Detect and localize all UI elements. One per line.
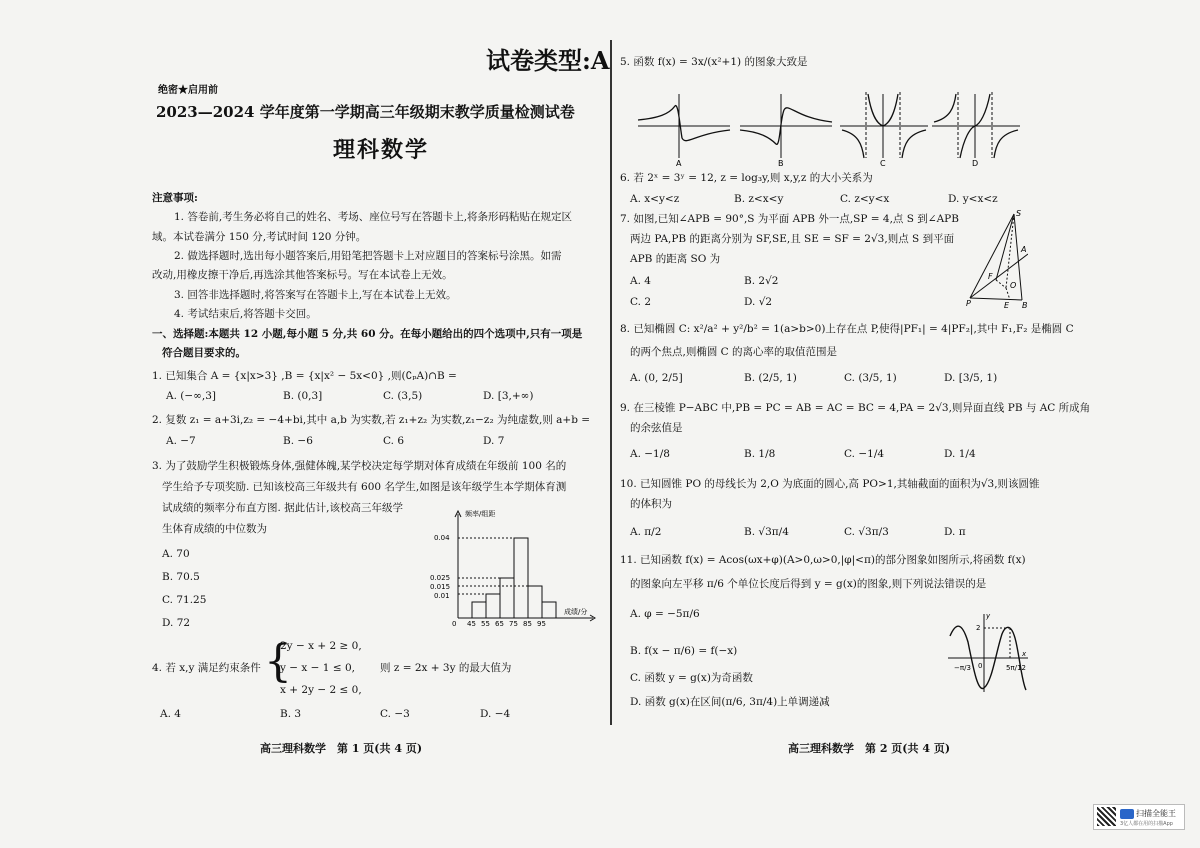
question-1: 1. 已知集合 A = {x|x>3} ,B = {x|x² − 5x<0} ,则(∁ₚA)∩B = [152,370,457,382]
hist-xtick: 95 [537,620,546,626]
scanner-logo-icon [1120,809,1134,819]
svg-text:−π/3: −π/3 [954,664,971,672]
notice-line: 2. 做选择题时,选出每小题答案后,用铅笔把答题卡上对应题目的答案标号涂黑。如需 [174,250,562,262]
hist-bar [472,602,486,618]
q10-option-a: A. π/2 [630,526,662,538]
question-4: 4. 若 x,y 满足约束条件 [152,662,261,674]
q11-option-b: B. f(x − π/6) = f(−x) [630,645,738,657]
notice-line: 域。本试卷满分 150 分,考试时间 120 分钟。 [152,231,367,243]
section-heading: 一、选择题:本题共 12 小题,每小题 5 分,共 60 分。在每小题给出的四个选项中,只有一项是 [152,328,583,340]
question-10: 10. 已知圆锥 PO 的母线长为 2,O 为底面的圆心,高 PO>1,其轴截面的面积为√3,则该圆锥 [620,478,1040,490]
q1-option-a: A. (−∞,3] [166,390,217,402]
q5-graphs [634,88,1024,168]
q11-cosine-graph [948,612,1028,694]
svg-text:B: B [778,159,784,168]
frequency-histogram [418,506,603,626]
q2-option-b: B. −6 [283,435,313,447]
qr-code-icon [1097,807,1116,826]
brace-icon: { [264,636,292,687]
stamp-label: 扫描全能王 [1136,809,1176,818]
page-1 [148,40,608,770]
q2-option-c: C. 6 [383,435,405,447]
notice-line: 3. 回答非选择题时,将答案写在答题卡上,写在本试卷上无效。 [174,289,457,301]
question-3: 3. 为了鼓励学生积极锻炼身体,强健体魄,某学校决定每学期对体育成绩在年级前 100 名的 [152,460,567,472]
hist-xtick: 85 [523,620,532,626]
q4-condition: x + 2y − 2 ≤ 0, [280,684,362,696]
q7-pyramid-figure [966,208,1028,308]
subject-title: 理科数学 [333,137,430,163]
question-11-line: 的图象向左平移 π/6 个单位长度后得到 y = g(x)的图象,则下列说法错误的是 [630,578,987,590]
q2-option-d: D. 7 [483,435,505,447]
notice-heading: 注意事项: [152,192,198,204]
q3-option-c: C. 71.25 [162,594,207,606]
hist-bar [486,594,500,618]
svg-text:D: D [972,159,979,168]
q9-option-d: D. 1/4 [944,448,976,460]
exam-title: 2023—2024 学年度第一学期高三年级期末教学质量检测试卷 [156,103,575,121]
q1-option-c: C. (3,5) [383,390,423,402]
page-footer: 高三理科数学 第 2 页(共 4 页) [788,742,951,755]
q5-graph-b [740,94,832,168]
svg-text:P: P [966,299,971,308]
q3-option-d: D. 72 [162,617,191,629]
q11-option-c: C. 函数 y = g(x)为奇函数 [630,672,753,684]
q6-option-b: B. z<x<y [734,193,784,205]
question-3-line: 生体育成绩的中位数为 [162,523,267,535]
q6-option-a: A. x<y<z [630,193,680,205]
q6-option-c: C. z<y<x [840,193,890,205]
q11-option-a: A. φ = −5π/6 [630,608,700,620]
section-heading-cont: 符合题目要求的。 [162,347,246,359]
svg-text:5π/12: 5π/12 [1006,664,1026,672]
question-9-line: 的余弦值是 [630,422,683,434]
hist-xtick: 75 [509,620,518,626]
page-footer: 高三理科数学 第 1 页(共 4 页) [260,742,423,755]
hist-xtick: 65 [495,620,504,626]
svg-text:S: S [1016,209,1022,218]
hist-xtick: 0 [452,620,457,626]
q7-option-a: A. 4 [630,275,651,287]
svg-text:F: F [988,272,993,281]
svg-text:E: E [1004,301,1010,308]
question-7: 7. 如图,已知∠APB = 90°,S 为平面 APB 外一点,SP = 4,点 S 到∠APB [620,213,959,225]
question-4-suffix: 则 z = 2x + 3y 的最大值为 [380,662,512,674]
q11-option-d: D. 函数 g(x)在区间(π/6, 3π/4)上单调递减 [630,696,830,708]
svg-text:x: x [1022,650,1027,658]
question-8: 8. 已知椭圆 C: x²/a² + y²/b² = 1(a>b>0)上存在点 P,使得|PF₁| = 4|PF₂|,其中 F₁,F₂ 是椭圆 C [620,323,1074,335]
question-10-line: 的体积为 [630,498,672,510]
q4-option-d: D. −4 [480,708,511,720]
hist-bar [500,578,514,618]
q9-option-b: B. 1/8 [744,448,776,460]
question-7-line: APB 的距离 SO 为 [630,253,721,265]
svg-text:B: B [1022,301,1028,308]
question-3-line: 试成绩的频率分布直方图. 据此估计,该校高三年级学 [162,502,404,514]
page-2 [618,40,1091,770]
svg-text:0: 0 [978,662,983,670]
q5-graph-a [638,94,730,168]
svg-text:2: 2 [976,624,981,632]
q8-option-d: D. [3/5, 1) [944,372,998,384]
exam-type: 试卷类型:A [486,46,610,75]
notice-line: 1. 答卷前,考生务必将自己的姓名、考场、座位号写在答题卡上,将条形码粘贴在规定区 [174,211,573,223]
q5-graph-d [932,92,1020,168]
q8-option-b: B. (2/5, 1) [744,372,797,384]
hist-bar [528,586,542,618]
q10-option-d: D. π [944,526,966,538]
q10-option-b: B. √3π/4 [744,526,789,538]
question-3-line: 学生给予专项奖励. 已知该校高三年级共有 600 名学生,如图是该年级学生本学期体育测 [162,481,567,493]
q1-option-d: D. [3,+∞) [483,390,534,402]
hist-ytick: 0.04 [434,534,450,542]
q9-option-c: C. −1/4 [844,448,885,460]
q7-option-c: C. 2 [630,296,652,308]
hist-ylabel: 频率/组距 [465,510,496,518]
question-2: 2. 复数 z₁ = a+3i,z₂ = −4+bi,其中 a,b 为实数,若 z₁+z₂ 为实数,z₁−z₂ 为纯虚数,则 a+b = [152,414,591,426]
q7-option-d: D. √2 [744,296,773,308]
svg-text:A: A [1021,245,1027,254]
notice-line: 改动,用橡皮擦干净后,再选涂其他答案标号。写在本试卷上无效。 [152,269,453,281]
q3-option-a: A. 70 [162,548,190,560]
stamp-sub: 3亿人都在用的扫描App [1120,821,1173,827]
hist-ytick: 0.025 [430,574,451,582]
hist-ytick: 0.015 [430,583,451,591]
hist-bar [542,602,556,618]
hist-ytick: 0.01 [434,592,450,600]
hist-xlabel: 成绩/分 [564,608,588,616]
q1-option-b: B. (0,3] [283,390,323,402]
hist-xtick: 55 [481,620,490,626]
svg-text:O: O [1010,281,1017,290]
q4-condition: y − x − 1 ≤ 0, [280,662,355,674]
svg-text:A: A [676,159,682,168]
q4-option-a: A. 4 [160,708,181,720]
svg-text:C: C [880,159,886,168]
hist-bar [514,538,528,618]
question-8-line: 的两个焦点,则椭圆 C 的离心率的取值范围是 [630,346,838,358]
question-9: 9. 在三棱锥 P−ABC 中,PB = PC = AB = AC = BC = 4,PA = 2√3,则异面直线 PB 与 AC 所成角 [620,402,1091,414]
question-11: 11. 已知函数 f(x) = Acos(ωx+φ)(A>0,ω>0,|φ|<π)的部分图象如图所示,将函数 f(x) [620,554,1026,566]
q4-option-b: B. 3 [280,708,302,720]
notice-line: 4. 考试结束后,将答题卡交回。 [174,308,317,320]
q5-graph-c [840,92,928,168]
q2-option-a: A. −7 [166,435,196,447]
svg-text:y: y [986,612,991,620]
q6-option-d: D. y<x<z [948,193,998,205]
q4-option-c: C. −3 [380,708,410,720]
q7-option-b: B. 2√2 [744,275,779,287]
question-7-line: 两边 PA,PB 的距离分别为 SF,SE,且 SE = SF = 2√3,则点 S 到平面 [630,233,955,245]
scanner-stamp [1093,804,1185,830]
q10-option-c: C. √3π/3 [844,526,889,538]
q9-option-a: A. −1/8 [630,448,670,460]
q8-option-c: C. (3/5, 1) [844,372,897,384]
question-6: 6. 若 2ˣ = 3ʸ = 12, z = log₃y,则 x,y,z 的大小关系为 [620,172,873,184]
column-divider [610,40,612,725]
hist-xtick: 45 [467,620,476,626]
q8-option-a: A. (0, 2/5] [630,372,683,384]
secret-mark: 绝密★启用前 [158,85,218,96]
q4-condition: 2y − x + 2 ≥ 0, [280,640,362,652]
question-5: 5. 函数 f(x) = 3x/(x²+1) 的图象大致是 [620,56,808,68]
q3-option-b: B. 70.5 [162,571,200,583]
